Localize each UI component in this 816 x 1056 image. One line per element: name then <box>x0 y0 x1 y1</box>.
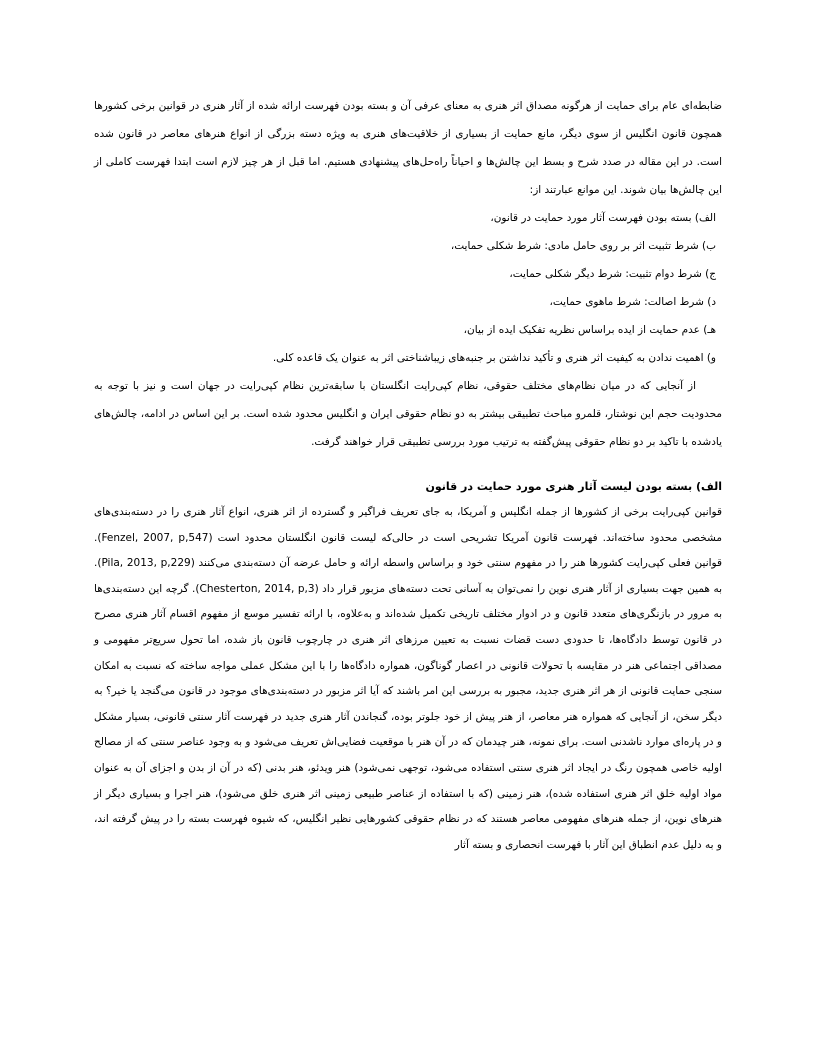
paragraph-section-body: قوانین کپی‌رایت برخی از کشورها از جمله انگلیس و آمریکا، به جای تعریف فراگیر و گسترده از اثر هنری، انواع آثار هنری را در دسته‌بندی‌های مشخصی محدود ساخته‌اند. فهرست قانون آمریکا تشریحی است در حالی‌که لیست قانون انگلستان محدود است (Fenzel, 2007, p,547). قوانین فعلی کپی‌رایت کشورها هنر را در مفهوم سنتی خود و براساس واسطه ارائه و حامل عرضه آن دسته‌بندی می‌کنند (Pila, 2013, p,229). به همین جهت بسیاری از آثار هنری نوین را نمی‌توان به آسانی تحت دسته‌های مزبور قرار داد (Chesterton, 2014, p,3). گرچه این دسته‌بندی‌ها به مرور در بازنگری‌های متعدد قانون و در ادوار مختلف تاریخی تکمیل شده‌اند و به‌علاوه، با ارائه تفسیر موسع از مفهوم اقسام آثار هنری مصرح در قانون توسط دادگاه‌ها، تا حدودی دست قضات نسبت به تعیین مرزهای اثر هنری در چارچوب قانون باز شده، اما تحول سریع‌تر مفهومی و مصداقی اجتماعی هنر در مقایسه با تحولات قانونی در اعصار گوناگون، همواره دادگاه‌ها را با این مشکل عملی مواجه ساخته که نسبت به امکان سنجی حمایت قانونی از هر اثر هنری جدید، مجبور به بررسی این امر باشند که آیا اثر مزبور در دسته‌بندی‌های موجود در قانون می‌گنجد یا خیر؟ به دیگر سخن، از آنجایی که همواره هنر معاصر، از هنر پیش از خود جلوتر بوده، گنجاندن آثار هنری جدید در فهرست آثار سنتی قانونی، بسیار مشکل و در پاره‌ای موارد ناشدنی است. برای نمونه، هنر چیدمان که در آن هنر با موقعیت فضایی‌اش تعریف می‌شود و به وجود عناصر سنتی که از مصالح اولیه خاصی همچون رنگ در ایجاد اثر هنری سنتی استفاده می‌شود، توجهی نمی‌شود) هنر ویدئو، هنر بدنی (که در آن از بدن و اجزای آن به عنوان مواد اولیه خلق اثر هنری استفاده شده)، هنر زمینی (که با استفاده از عناصر طبیعی زمینی اثر هنری خلق می‌شود)، هنر اجرا و بسیاری دیگر از هنرهای نوین، از جمله هنرهای مفهومی معاصر هستند که در نظام حقوقی کشورهایی نظیر انگلیس، که شیوه فهرست بسته را در پیش گرفته اند، و به دلیل عدم انطباق این آثار با فهرست انحصاری و بسته آثار <box>94 506 722 851</box>
list-item-b: ب) شرط تثبیت اثر بر روی حامل مادی: شرط شکلی حمایت، <box>450 240 716 252</box>
list-item-c: ج) شرط دوام تثبیت: شرط دیگر شکلی حمایت، <box>509 268 716 280</box>
paragraph-intro: ضابطه‌ای عام برای حمایت از هرگونه مصداق اثر هنری به معنای عرفی آن و بسته بودن فهرست ارائه شده از آثار هنری در قوانین برخی کشورها همچون قانون انگلیس از سوی دیگر، مانع حمایت از بسیاری از خلاقیت‌های هنری به ویژه دسته بزرگی از انواع هنرهای معاصر در قانون شده است. در این مقاله در صدد شرح و بسط این چالش‌ها و احیاناً راه‌حل‌های پیشنهادی هستیم. اما قبل از هر چیز لازم است ابتدا فهرست کاملی از این چالش‌ها بیان شوند. این موانع عبارتند از: <box>94 100 722 196</box>
section-heading: الف) بسته بودن لیست آثار هنری مورد حمایت در قانون <box>425 480 722 493</box>
list-item-a: الف) بسته بودن فهرست آثار مورد حمایت در قانون، <box>490 212 716 224</box>
list-item-d: د) شرط اصالت: شرط ماهوی حمایت، <box>549 296 716 308</box>
list-item-e: هـ) عدم حمایت از ایده براساس نظریه تفکیک ایده از بیان، <box>463 324 716 336</box>
list-item-f: و) اهمیت ندادن به کیفیت اثر هنری و تأکید نداشتن بر جنبه‌های زیباشناختی اثر به عنوان یک قاعده کلی. <box>272 352 716 364</box>
document-page <box>94 92 722 858</box>
paragraph-scope: از آنجایی که در میان نظام‌های مختلف حقوقی، نظام کپی‌رایت انگلستان با سابقه‌ترین نظام کپی‌رایت در جهان است و نیز با توجه به محدودیت حجم این نوشتار، قلمرو مباحث تطبیقی بیشتر به دو نظام حقوقی ایران و انگلیس محدود شده است. بر این اساس در ادامه، چالش‌های یادشده با تاکید بر دو نظام حقوقی پیش‌گفته به ترتیب مورد بررسی تطبیقی قرار خواهند گرفت. <box>94 380 722 448</box>
